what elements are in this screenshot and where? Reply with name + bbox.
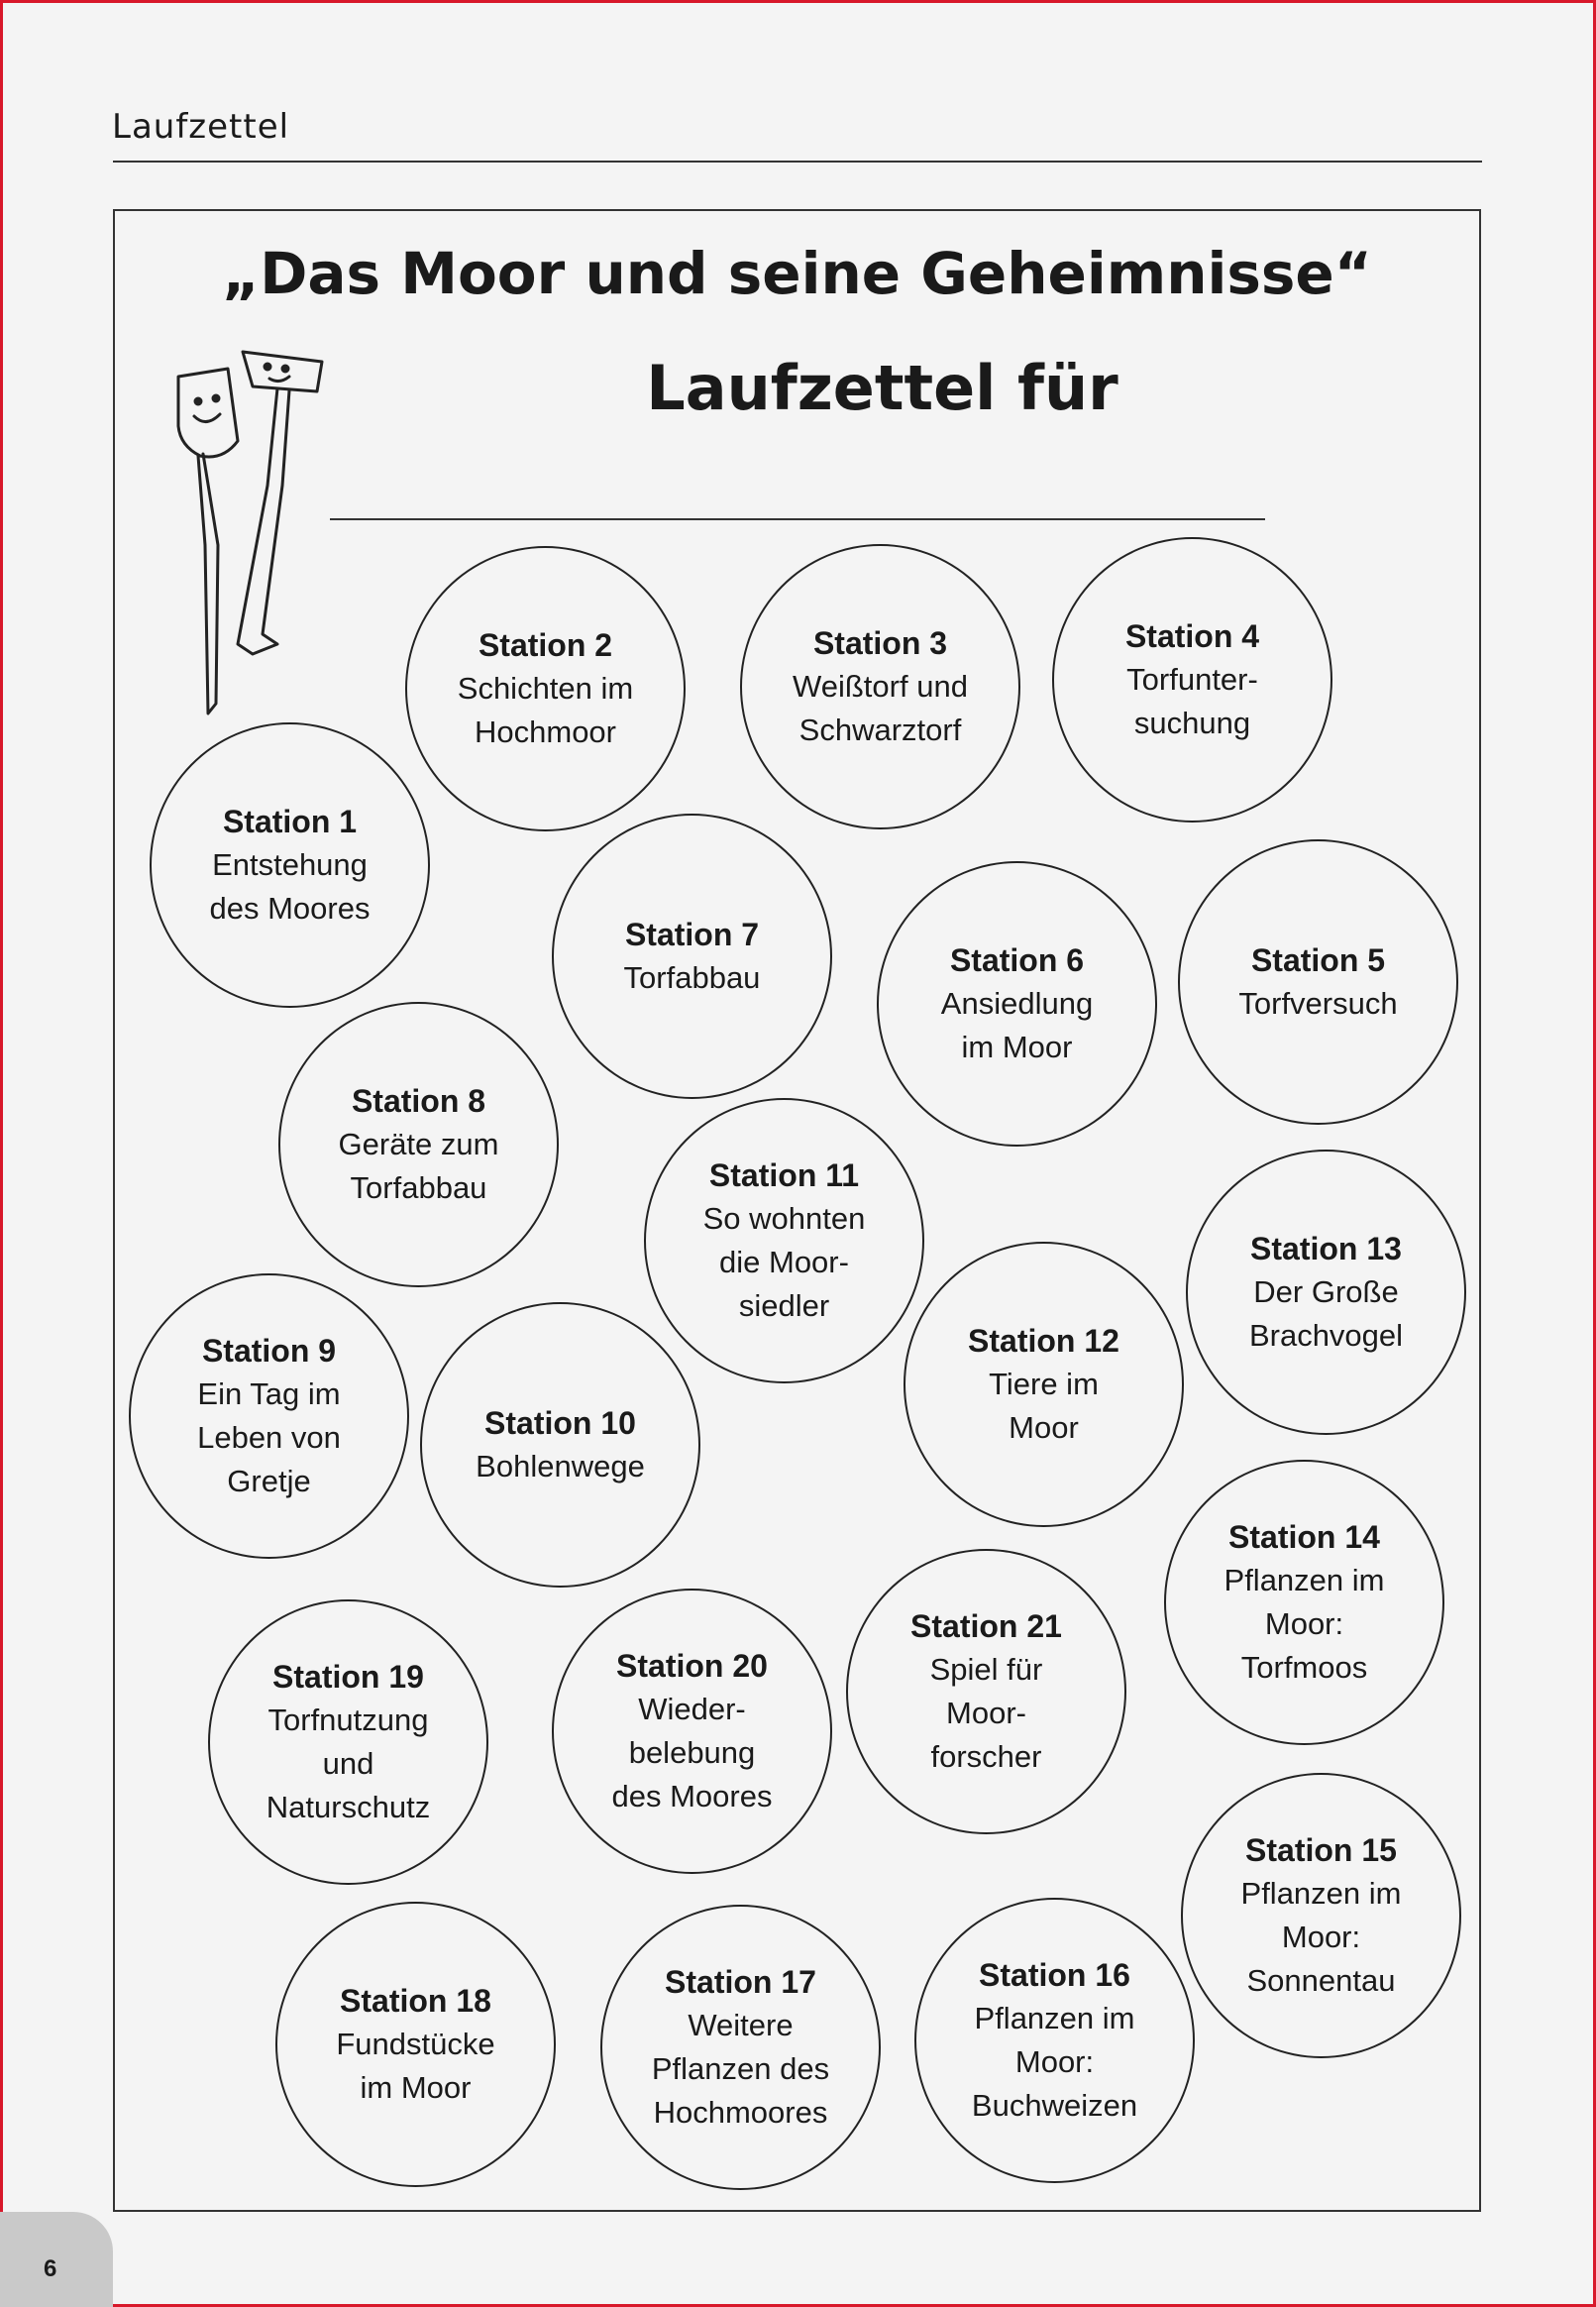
page-number: 6 (44, 2255, 57, 2282)
station-11 (644, 1098, 924, 1383)
station-description: Schichten im Hochmoor (457, 671, 634, 749)
station-description: Pflanzen im Moor: Buchweizen (971, 2001, 1138, 2123)
station-title: Station 12 (968, 1323, 1119, 1359)
station-description: Torfabbau (623, 960, 761, 995)
station-description: Ansiedlung im Moor (940, 986, 1094, 1064)
station-title: Station 1 (222, 804, 358, 839)
peat-spade-mascot-icon (159, 347, 337, 723)
header-label: Laufzettel (112, 107, 290, 147)
station-description: Pflanzen im Moor: Torfmoos (1224, 1563, 1385, 1685)
station-2 (405, 546, 686, 831)
station-21 (846, 1549, 1126, 1834)
station-description: Wieder- belebung des Moores (611, 1692, 773, 1813)
worksheet-subtitle: Laufzettel für (646, 352, 1118, 424)
station-7 (552, 814, 832, 1099)
station-description: Spiel für Moor- forscher (929, 1652, 1043, 1774)
station-description: Geräte zum Torfabbau (338, 1127, 499, 1205)
station-description: Bohlenwege (476, 1449, 645, 1483)
station-8 (278, 1002, 559, 1287)
station-1 (150, 722, 430, 1008)
station-4 (1052, 537, 1332, 823)
station-description: Weißtorf und Schwarztorf (793, 669, 968, 747)
station-title: Station 19 (272, 1659, 424, 1695)
station-title: Station 11 (708, 1157, 860, 1193)
station-title: Station 5 (1250, 942, 1386, 978)
station-title: Station 14 (1228, 1519, 1380, 1555)
station-title: Station 21 (910, 1608, 1062, 1644)
station-description: So wohnten die Moor- siedler (702, 1201, 866, 1323)
station-description: Tiere im Moor (989, 1367, 1099, 1445)
station-title: Station 9 (201, 1333, 337, 1369)
station-title: Station 3 (812, 625, 948, 661)
station-title: Station 18 (340, 1983, 491, 2019)
station-title: Station 4 (1124, 618, 1260, 654)
station-14 (1164, 1460, 1444, 1745)
station-title: Station 7 (624, 917, 760, 952)
station-title: Station 17 (665, 1964, 816, 2000)
station-description: Torfunter- suchung (1126, 662, 1258, 740)
station-title: Station 8 (351, 1083, 486, 1119)
station-description: Der Große Brachvogel (1248, 1274, 1404, 1353)
station-13 (1186, 1150, 1466, 1435)
station-17 (600, 1905, 881, 2190)
station-19 (208, 1599, 488, 1885)
worksheet-title: „Das Moor und seine Geheimnisse“ (222, 240, 1372, 307)
station-16 (914, 1898, 1195, 2183)
station-description: Pflanzen im Moor: Sonnentau (1240, 1876, 1402, 1998)
station-9 (129, 1273, 409, 1559)
station-15 (1181, 1773, 1461, 2058)
station-title: Station 2 (478, 627, 613, 663)
station-description: Entstehung des Moores (209, 847, 371, 926)
station-title: Station 20 (616, 1648, 768, 1684)
station-description: Ein Tag im Leben von Gretje (197, 1376, 341, 1498)
header-rule (113, 161, 1482, 163)
station-title: Station 16 (979, 1957, 1130, 1993)
station-title: Station 10 (484, 1405, 636, 1441)
station-description: Torfversuch (1238, 986, 1398, 1021)
station-10 (420, 1302, 700, 1588)
station-title: Station 15 (1245, 1832, 1397, 1868)
station-3 (740, 544, 1020, 829)
station-description: Fundstücke im Moor (336, 2027, 495, 2105)
station-description: Weitere Pflanzen des Hochmoores (651, 2008, 830, 2130)
station-title: Station 6 (949, 942, 1085, 978)
station-description: Torfnutzung und Naturschutz (266, 1703, 431, 1824)
station-title: Station 13 (1250, 1231, 1402, 1266)
station-6 (877, 861, 1157, 1147)
station-18 (275, 1902, 556, 2187)
name-line (330, 518, 1265, 520)
station-12 (904, 1242, 1184, 1527)
station-20 (552, 1589, 832, 1874)
station-5 (1178, 839, 1458, 1125)
